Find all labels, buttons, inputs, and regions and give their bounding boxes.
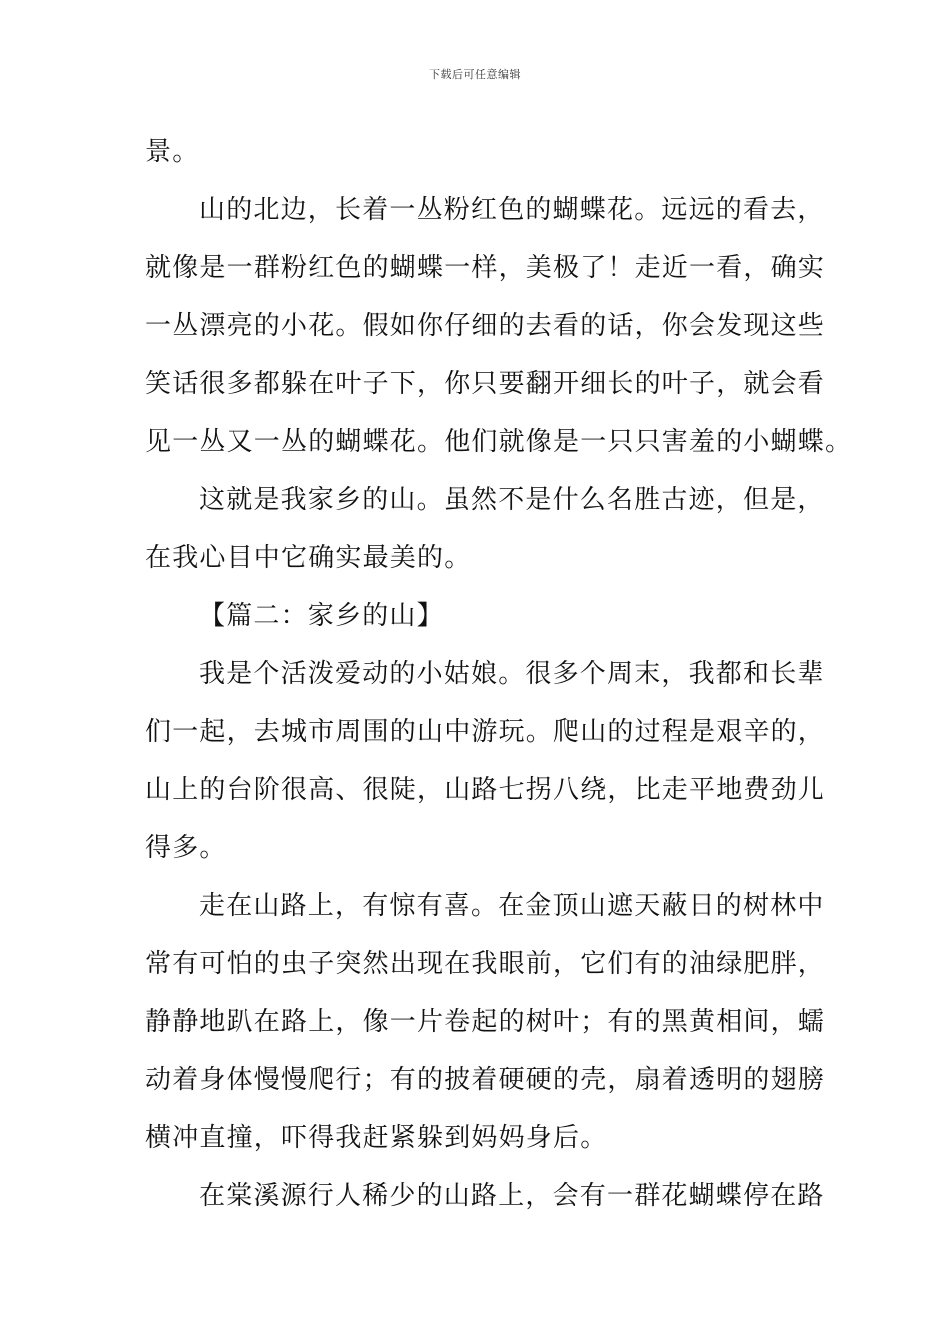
text-line: 山上的台阶很高、很陡，山路七拐八绕，比走平地费劲儿 — [145, 775, 826, 805]
text-line: 在我心目中它确实最美的。 — [145, 543, 472, 573]
text-line: 常有可怕的虫子突然出现在我眼前，它们有的油绿肥胖， — [145, 949, 826, 979]
text-line: 山的北边，长着一丛粉红色的蝴蝶花。远远的看去， — [199, 195, 825, 225]
text-line: 们一起，去城市周围的山中游玩。爬山的过程是艰辛的， — [145, 717, 826, 747]
text-line: 我是个活泼爱动的小姑娘。很多个周末，我都和长辈 — [199, 659, 825, 689]
text-line: 就像是一群粉红色的蝴蝶一样，美极了！走近一看，确实 — [145, 253, 826, 283]
page-header: 下载后可任意编辑 — [429, 68, 521, 81]
text-line: 得多。 — [145, 833, 227, 863]
text-line: 静静地趴在路上，像一片卷起的树叶；有的黑黄相间，蠕 — [145, 1007, 826, 1037]
text-line: 笑话很多都躲在叶子下，你只要翻开细长的叶子，就会看 — [145, 369, 826, 399]
text-line: 见一丛又一丛的蝴蝶花。他们就像是一只只害羞的小蝴蝶。 — [145, 427, 853, 457]
text-line: 在棠溪源行人稀少的山路上，会有一群花蝴蝶停在路 — [199, 1181, 825, 1211]
text-line: 一丛漂亮的小花。假如你仔细的去看的话，你会发现这些 — [145, 311, 826, 341]
body-text — [145, 130, 853, 1232]
text-line: 走在山路上，有惊有喜。在金顶山遮天蔽日的树林中 — [199, 891, 825, 921]
text-line: 这就是我家乡的山。虽然不是什么名胜古迹，但是， — [199, 485, 825, 515]
text-line: 动着身体慢慢爬行；有的披着硬硬的壳，扇着透明的翅膀 — [145, 1065, 826, 1095]
text-line: 横冲直撞，吓得我赶紧躲到妈妈身后。 — [145, 1123, 608, 1153]
section-heading: 【篇二：家乡的山】 — [199, 601, 444, 631]
text-line: 景。 — [145, 137, 200, 167]
